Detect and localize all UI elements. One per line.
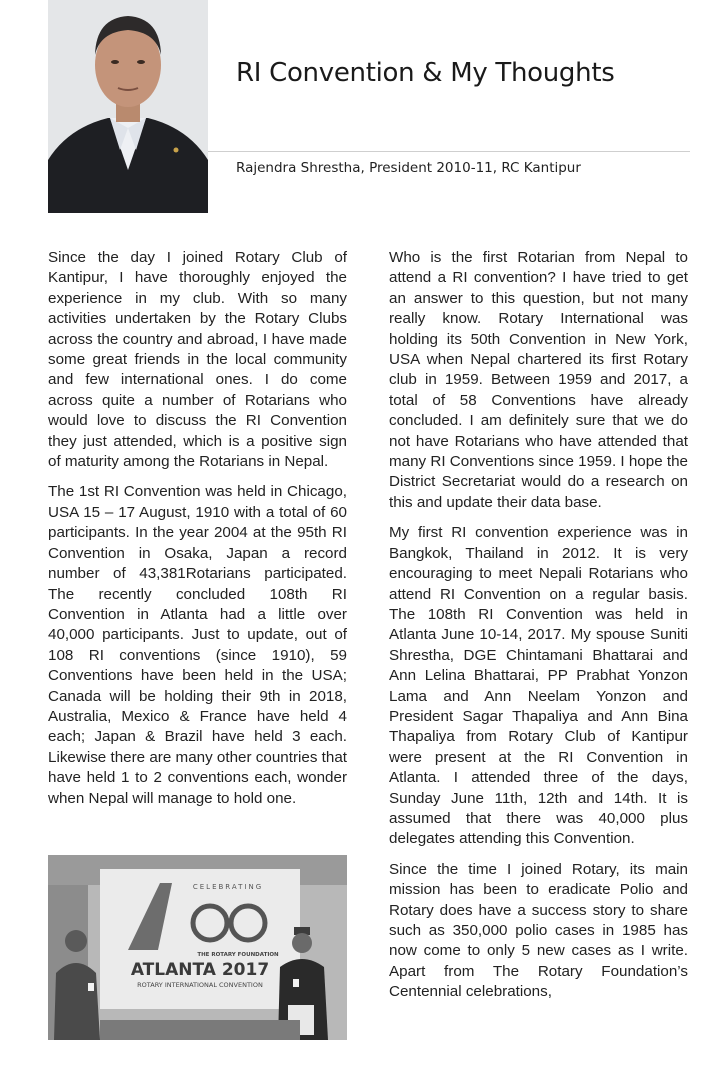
- banner-city-text: ATLANTA 2017: [130, 960, 270, 980]
- title-divider: [208, 151, 690, 152]
- paragraph: My first RI convention experience was in Bangkok, Thailand in 2012. It is very encouraging to meet Nepali Rotarians who attend RI Convention on a regular basis. The 108th RI Convention was held in Atlanta June 10-14, 2017. My spouse Suniti Shrestha, DGE Chintamani Bhattarai and Ann Lelina Bhattarai, PP Prabhat Yonzon Lama and Ann Neelam Yonzon and President Sagar Thapaliya and Ann Bina Thapaliya from Rotary Club of Kantipur were present at the RI Convention in Atlanta. I attended three of the days, Sunday June 11th, 12th and 14th. It is assumed that there was 40,000 plus delegates attending this Convention.: [389, 524, 688, 848]
- paragraph: Who is the first Rotarian from Nepal to attend a RI convention? I have tried to get an answer to this question, but not many really know. Rotary International was holding its 50th Convention in New York, USA when Nepal chartered its first Rotary club in 1959. Between 1959 and 2017, a total of 58 Conventions have already concluded. I am definitely sure that we do not have Rotarians who have attended that many RI Conventions since 1959. I hope the District Secretariat would do a research on this and update their data base.: [389, 249, 688, 511]
- banner-celebrating-text: CELEBRATING: [192, 883, 264, 891]
- left-column: [48, 248, 347, 819]
- author-portrait: [48, 0, 208, 213]
- banner-subtitle-text: ROTARY INTERNATIONAL CONVENTION: [137, 981, 263, 989]
- right-column: [389, 248, 688, 1013]
- banner-foundation-text: THE ROTARY FOUNDATION: [197, 952, 279, 958]
- paragraph: The 1st RI Convention was held in Chicago, USA 15 – 17 August, 1910 with a total of 60 participants. In the year 2004 at the 95th RI Convention in Osaka, Japan a record number of 43,381Rotarians participated. The recently concluded 108th RI Convention in Atlanta had a little over 40,000 participants. Just to update, out of 108 RI conventions (since 1910), 59 Conventions have been held in the USA; Canada will be holding their 9th in 2018, Australia, Mexico & France have held 4 each; Japan & Brazil have held 3 each. Likewise there are many other countries that have held 1 to 2 conventions each, wonder when Nepal will manage to hold one.: [48, 483, 347, 807]
- paragraph: Since the time I joined Rotary, its main mission has been to eradicate Polio and Rotary does have a success story to share such as 350,000 polio cases in 1985 has now come to only 5 new cases as I write. Apart from The Rotary Foundation’s Centennial celebrations,: [389, 860, 688, 1001]
- paragraph: Since the day I joined Rotary Club of Kantipur, I have thoroughly enjoyed the experience in my club. With so many activities undertaken by the Rotary Clubs across the country and abroad, I have made some great friends in the local community and few international ones. I do come across quite a number of Rotarians who would love to discuss the RI Convention they just attended, which is a positive sign of maturity among the Rotarians in Nepal.: [48, 249, 347, 471]
- article-byline: Rajendra Shrestha, President 2010-11, RC Kantipur: [236, 160, 581, 176]
- article-title: RI Convention & My Thoughts: [236, 58, 615, 88]
- convention-photo: [48, 855, 347, 1040]
